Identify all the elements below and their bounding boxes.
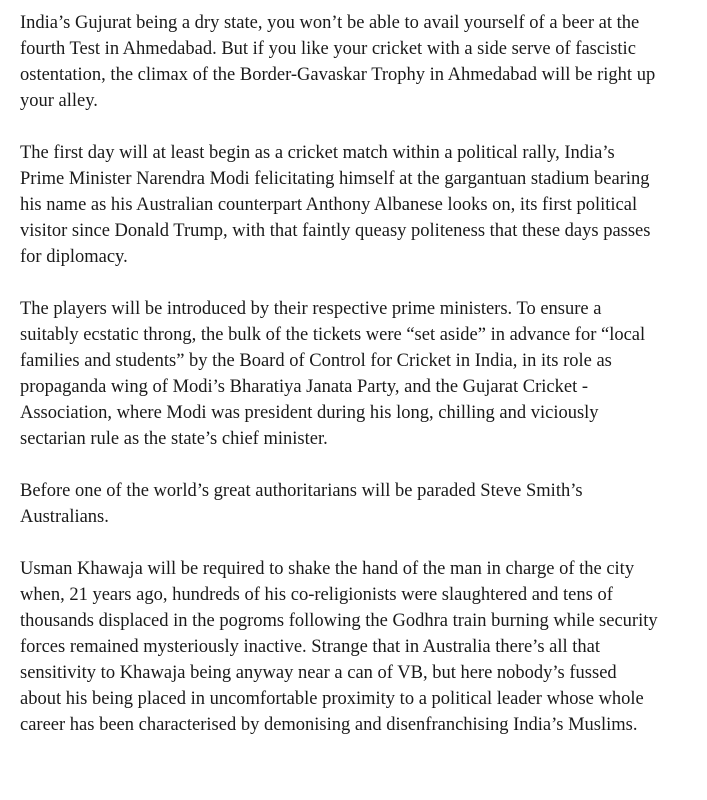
- article-paragraph-2: The first day will at least begin as a cricket match within a political rally, India’s Prime Minister Narendra Modi felicitating himself at the gargantuan stadium bearing his name as his Australian counterpart Anthony Albanese looks on, its first political visitor since Donald Trump, with that faintly queasy politeness that these days passes for diplomacy.: [20, 143, 651, 267]
- article-paragraph-3: The players will be introduced by their respective prime ministers. To ensure a suitably ecstatic throng, the bulk of the tickets were “set aside” in advance for “local families and students” by the Board of Control for Cricket in India, in its role as propaganda wing of Modi’s Bharatiya Janata Party, and the Gujarat Cricket - Association, where Modi was president during his long, chilling and viciously sectarian rule as the state’s chief minister.: [20, 299, 646, 449]
- article-paragraph-5: Usman Khawaja will be required to shake the hand of the man in charge of the city when, 21 years ago, hundreds of his co-religionists were slaughtered and tens of thousands displaced in the pogroms following the Godhra train burning while security forces remained mysteriously inactive. Strange that in Australia there’s all that sensitivity to Khawaja being anyway near a can of VB, but here nobody’s fussed about his being placed in uncomfortable proximity to a political leader whose whole career has been characterised by demonising and disenfranchising India’s Muslims.: [20, 559, 658, 735]
- article-body: [20, 10, 660, 764]
- article-paragraph-1: India’s Gujurat being a dry state, you won’t be able to avail yourself of a beer at the fourth Test in Ahmedabad. But if you like your cricket with a side serve of fascistic ostentation, the climax of the Border-Gavaskar Trophy in Ahmedabad will be right up your alley.: [20, 13, 656, 111]
- article-paragraph-4: Before one of the world’s great authoritarians will be paraded Steve Smith’s Australians.: [20, 481, 583, 527]
